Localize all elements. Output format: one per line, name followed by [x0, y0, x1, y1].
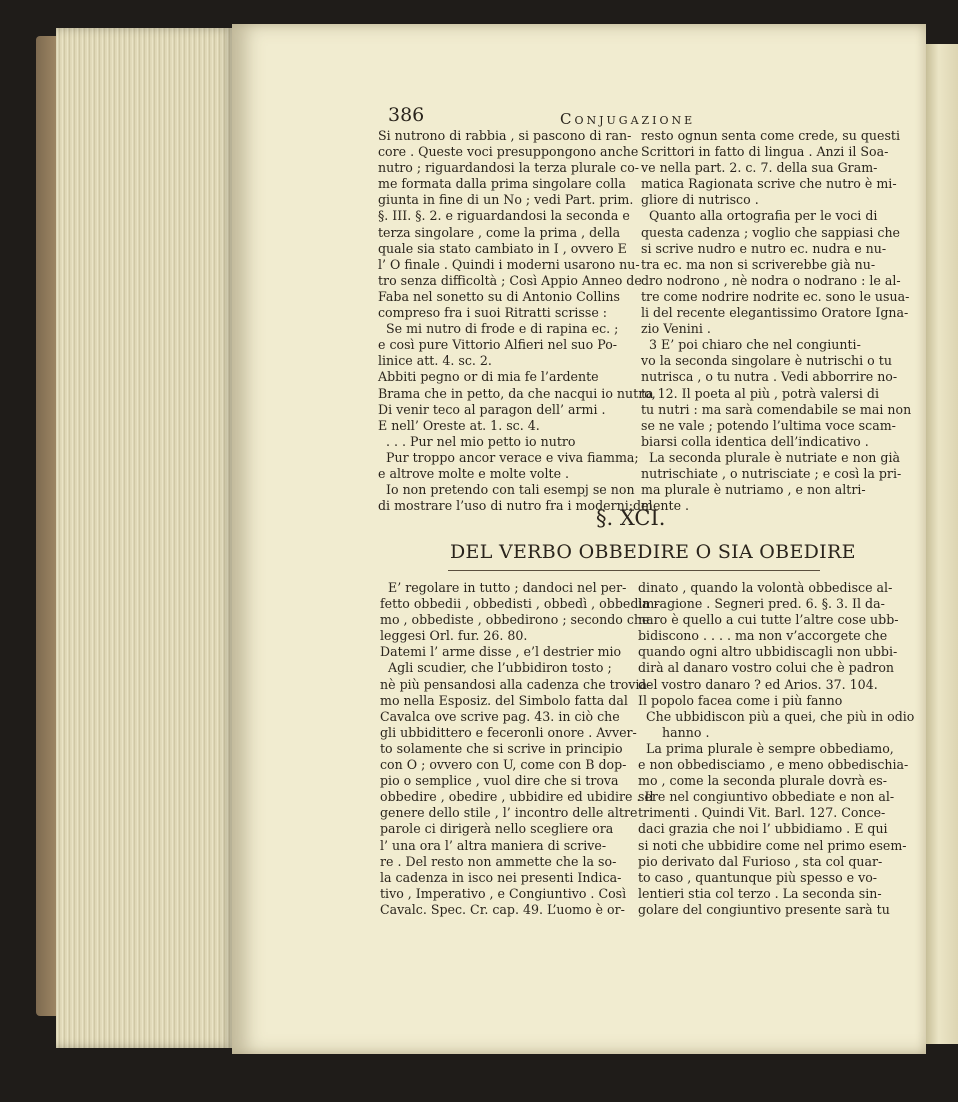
text-column-upper-left: Si nutrono di rabbia , si pascono di ran- core . Queste voci presuppongono anche nutro ; riguardandosi la terza plurale co- me formata dalla prima singolare colla giunta in fine di un No ; vedi Part. prim. §. III. §. 2. e riguardandosi la seconda e terza singolare , come la prima , della quale sia stato cambiato in I , ovvero E l’ O finale . Quindi i moderni usarono nu- tro senza difficoltà ; Così Appio Anneo de Faba nel sonetto su di Antonio Collins compreso fra i suoi Ritratti scrisse : Se mi nutro di frode e di rapina ec. ; e così pure Vittorio Alfieri nel suo Po- linice att. 4. sc. 2. Abbiti pegno or di mia fe l’ardente Brama che in petto, da che nacqui io nutro, Di venir teco al paragon dell’ armi . E nell’ Oreste at. 1. sc. 4. . . . Pur nel mio petto io nutro Pur troppo ancor verace e viva fiamma; e altrove molte e molte volte . Io non pretendo con tali esempj se non di mostrare l’uso di nutro fra i moderni:del [378, 128, 656, 514]
page-edges [56, 28, 234, 1048]
page-number: 386 [388, 104, 425, 126]
title-underline [448, 570, 820, 571]
text-column-lower-left: E’ regolare in tutto ; dandoci nel per- fetto obbedii , obbedisti , obbedì , obbedim- mo , obbediste , obbedirono ; secondo che leggesi Orl. fur. 26. 80. Datemi l’ arme disse , e’l destrier mio Agli scudier, che l’ubbidiron tosto ; nè più pensandosi alla cadenza che trovia- mo nella Esposiz. del Simbolo fatta dal Cavalca ove scrive pag. 43. in ciò che gli ubbidittero e feceronli onore . Avver- to solamente che si scrive in principio con O ; ovvero con U, come con B dop- pio o semplice , vuol dire che si trova obbedire , obedire , ubbidire ed ubidire . Il genere dello stile , l’ incontro delle altre parole ci dirigerà nello scegliere ora l’ una ora l’ altra maniera di scrive- re . Del resto non ammette che la so- la cadenza in isco nei presenti Indica- tivo , Imperativo , e Congiuntivo . Così Cavalc. Spec. Cr. cap. 49. L’uomo è or- [380, 580, 659, 917]
text-column-upper-right: resto ognun senta come crede, su questi Scrittori in fatto di lingua . Anzi il Soa- ve nella part. 2. c. 7. della sua Gram- matica Ragionata scrive che nutro è mi- gliore di nutrisco . Quanto alla ortografia per le voci di questa cadenza ; voglio che sappiasi che si scrive nudro e nutro ec. nudra e nu- tra ec. ma non si scriverebbe già nu- dro nodrono , nè nodra o nodrano : le al- tre come nodrire nodrite ec. sono le usua- li del recente elegantissimo Oratore Igna- zio Venini . 3 E’ poi chiaro che nel congiunti- vo la seconda singolare è nutrischi o tu nutrisca , o tu nutra . Vedi abborrire no- ta 12. Il poeta al più , potrà valersi di tu nutri : ma sarà comendabile se mai non se ne vale ; potendo l’ultima voce scam- biarsi colla identica dell’indicativo . La seconda plurale è nutriate e non già nutrischiate , o nutrisciate ; e così la pri- ma plurale è nutriamo , e non altri- mente . [641, 128, 912, 514]
text-column-lower-right: dinato , quando la volontà obbedisce al- la ragione . Segneri pred. 6. §. 3. Il da- naro è quello a cui tutte l’altre cose ubb- bidiscono . . . . ma non v’accorgete che quando ogni altro ubbidiscagli non ubbi- dirà al danaro vostro colui che è padron del vostro danaro ? ed Arios. 37. 104. Il popolo facea come i più fanno Che ubbidiscon più a quei, che più in odio hanno . La prima plurale è sempre obbediamo, e non obbedisciamo , e meno obbedischia- mo , come la seconda plurale dovrà es- sere nel congiuntivo obbediate e non al- trimenti . Quindi Vit. Barl. 127. Conce- daci grazia che noi l’ ubbidiamo . E qui si noti che ubbidire come nel primo esem- pio derivato dal Furioso , sta col quar- to caso , quantunque più spesso e vo- lentieri stia col terzo . La seconda sin- golare del congiuntivo presente sarà tu [638, 580, 915, 917]
section-number: §. XCI. [596, 506, 666, 530]
section-title: DEL VERBO OBBEDIRE O SIA OBEDIRE [450, 541, 856, 563]
running-head: Conjugazione [560, 110, 696, 128]
facing-page-edge [926, 44, 958, 1044]
